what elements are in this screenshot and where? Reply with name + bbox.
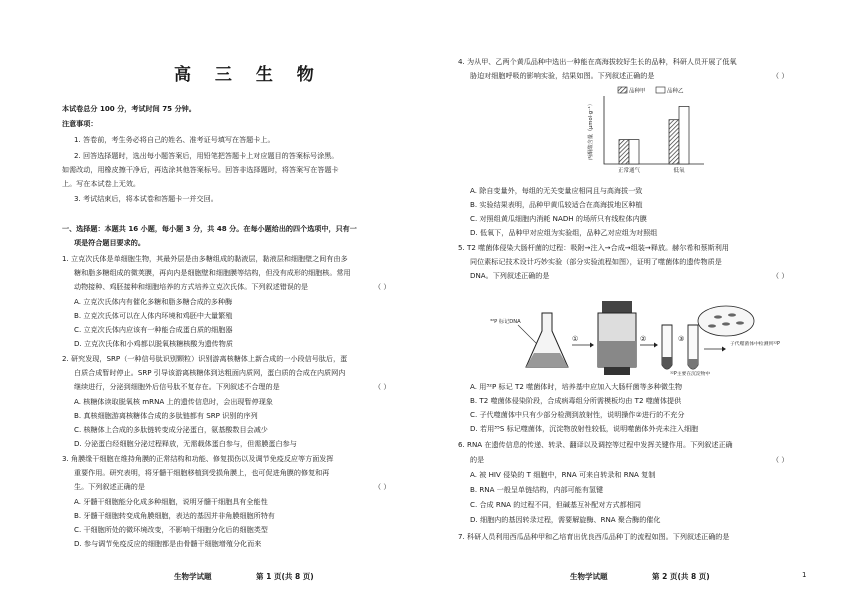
question-6-line: 6. RNA 在遗传信息的传递、转录、翻译以及调控等过程中发挥关键作用。下列叙述正确 (458, 440, 733, 449)
answer-bracket: （ ） (772, 71, 789, 80)
chart-bar (619, 140, 629, 164)
chart-ylabel: 丙酮酸含量（μmol·g⁻¹） (588, 100, 594, 160)
notice-line: 上。写在本试卷上无效。 (62, 179, 141, 188)
notice-line: 2. 回答选择题时，选出每小题答案后，用铅笔把答题卡上对应题目的答案标号涂黑。 (74, 151, 339, 160)
option: A. 立克次氏体内有催化多糖和脂多糖合成的多种酶 (74, 297, 233, 306)
option: A. 用³²P 标记 T2 噬菌体时，培养基中应加入大肠杆菌等多种微生物 (470, 382, 683, 391)
option: D. 分泌蛋白经细胞分泌过程释放，无需载体蛋白参与，但需膜蛋白参与 (74, 439, 297, 448)
legend-label: 品种甲 (629, 88, 646, 95)
option: C. 子代噬菌体中只有少部分检测到放射性，说明操作②进行的不充分 (470, 410, 685, 419)
chart-bar (679, 106, 689, 164)
option: D. 细胞内的基因转录过程，需要解旋酶、RNA 聚合酶的催化 (470, 515, 661, 524)
option: D. 参与调节免疫反应的细胞都是由骨髓干细胞增殖分化而来 (74, 539, 262, 548)
question-2-line: 2. 研究发现，SRP（一种信号肽识别颗粒）识别游离核糖体上新合成的一小段信号肽后，蛋 (62, 354, 348, 363)
option: A. 核糖体读取脱氧核 mRNA 上的遗传信息时，会出现暂停现象 (74, 397, 273, 406)
question-2-line: 白质合成暂时停止。SRP 引导该游离核糖体到达粗面内质网，蛋白质的合成在内质网内 (74, 368, 346, 377)
option: D. 低氧下，品种甲对应组为实验组，品种乙对应组为对照组 (470, 228, 658, 237)
option: B. 牙髓干细胞转变成角膜细胞，表达的基因并非角膜细胞所特有 (74, 511, 275, 520)
option: B. RNA 一般呈单链结构，内部可能有氢键 (470, 485, 604, 494)
legend-swatch (618, 87, 627, 93)
test-tube-icon (688, 325, 698, 369)
footer-page: 第 2 页(共 8 页) (652, 572, 710, 581)
option: C. 核糖体上合成的多肽链转变成分泌蛋白，氨基酸数目会减少 (74, 425, 268, 434)
bacteria-culture-icon (698, 306, 754, 336)
footer-subject: 生物学试题 (174, 572, 212, 581)
question-3-line: 生。下列叙述正确的是 (74, 482, 145, 491)
label-sediment: ³²P主要在沉淀物中 (670, 372, 711, 377)
step-mark: ③ (678, 335, 685, 343)
section-heading: 项是符合题目要求的。 (74, 238, 145, 247)
footer-page: 第 1 页(共 8 页) (256, 572, 314, 581)
notice-title: 注意事项： (62, 119, 98, 128)
corner-page-number: 1 (802, 571, 807, 579)
question-5-line: 同位素标记技术设计巧妙实验（部分实验流程如图），证明了噬菌体的遗传物质是 (470, 257, 722, 266)
question-4-line: 胁迫对细胞呼吸的影响实验，结果如图。下列叙述正确的是 (470, 71, 655, 80)
option: C. 干细胞所处的微环境改变，不影响干细胞分化后的细胞类型 (74, 525, 268, 534)
blender-icon (598, 301, 636, 375)
answer-bracket: （ ） (772, 455, 789, 464)
label-offspring: 子代噬菌体中检测到³²P (730, 342, 780, 347)
bar-chart (582, 84, 718, 176)
option: D. 立克次氏体和小鸡都以脱氧核糖核酸为遗传物质 (74, 339, 233, 348)
legend-label: 品种乙 (667, 88, 684, 95)
page-title: 高 三 生 物 (174, 65, 323, 85)
answer-bracket: （ ） (374, 482, 391, 491)
option: A. 被 HIV 侵染的 T 细胞中，RNA 可来自转录和 RNA 复制 (470, 470, 656, 479)
question-7-line: 7. 科研人员利用西瓜品种甲和乙培育出优良西瓜品种丁的流程如图。下列叙述正确的是 (458, 532, 730, 541)
exam-info: 本试卷总分 100 分，考试时间 75 分钟。 (62, 104, 196, 113)
answer-bracket: （ ） (374, 382, 391, 391)
option: C. 合成 RNA 的过程不同，但碱基互补配对方式都相同 (470, 500, 641, 509)
label-labeled-dna: ³²P 标记DNA (490, 319, 521, 325)
option: D. 若用³⁵S 标记噬菌体，沉淀物放射性较低，说明噬菌体外壳未注入细胞 (470, 424, 699, 433)
question-5-line: 5. T2 噬菌体侵染大肠杆菌的过程：吸附→注入→合成→组装→释放。赫尔希和蔡斯利用 (458, 243, 729, 252)
option: C. 对照组黄瓜细胞内消耗 NADH 的场所只有线粒体内膜 (470, 214, 647, 223)
question-2-line: 继续进行，分泌到细胞外后信号肽不复存在。下列叙述不合理的是 (74, 382, 280, 391)
option: B. 实验结果表明，品种甲黄瓜较适合在高海拔地区种植 (470, 200, 643, 209)
notice-line: 3. 考试结束后，将本试卷和答题卡一并交回。 (74, 194, 218, 203)
answer-bracket: （ ） (374, 282, 391, 291)
chart-category-label: 正常通气 (617, 168, 641, 174)
section-heading: 一、选择题：本题共 16 小题，每小题 3 分，共 48 分。在每小题给出的四个选项中，只有一 (62, 224, 357, 233)
question-6-line: 的是 (470, 455, 485, 464)
arrowhead-icon (590, 343, 594, 348)
notice-line: 1. 答卷前，考生务必将自己的姓名、准考证号填写在答题卡上。 (74, 135, 275, 144)
arrowhead-icon (722, 347, 726, 352)
option: A. 除自变量外，每组的无关变量应相同且与高海拔一致 (470, 186, 643, 195)
question-5-line: DNA。下列叙述正确的是 (470, 271, 550, 280)
footer-subject: 生物学试题 (570, 572, 608, 581)
experiment-figure (490, 283, 790, 379)
question-3-line: 3. 角膜缘干细胞在维持角膜的正常结构和功能、修复损伤以及调节免疫反应等方面发挥 (62, 454, 334, 463)
chart-bar (669, 120, 679, 164)
notice-line: 如需改动，用橡皮擦干净后，再选涂其他答案标号。回答非选择题时，将答案写在答题卡 (62, 165, 339, 174)
test-tube-icon (662, 325, 672, 369)
question-1-line: 动物接种、鸡胚接种和细胞培养的方式培养立克次氏体。下列叙述错误的是 (74, 282, 309, 291)
option: C. 立克次氏体内应该有一种能合成蛋白质的细胞器 (74, 325, 233, 334)
pointer-line (518, 325, 538, 345)
legend-swatch (656, 87, 665, 93)
option: B. 立克次氏体可以在人体内环境和鸡胚中大量繁殖 (74, 311, 233, 320)
flask-icon (526, 313, 568, 367)
option: A. 牙髓干细胞能分化成多种细胞，说明牙髓干细胞具有全能性 (74, 497, 268, 506)
question-4-line: 4. 为从甲、乙两个黄瓜品种中选出一种能在高海拔较好生长的品种，科研人员开展了低氧 (458, 57, 737, 66)
chart-bar (629, 140, 639, 164)
arrowhead-icon (654, 343, 658, 348)
answer-bracket: （ ） (772, 271, 789, 280)
option: B. T2 噬菌体侵染阶段，合成病毒组分所需模板均由 T2 噬菌体提供 (470, 396, 682, 405)
question-3-line: 重要作用。研究表明，将牙髓干细胞移植到受损角膜上，也可促进角膜的修复和再 (74, 468, 330, 477)
question-1-line: 1. 立克次氏体是单细胞生物，其最外层是由多糖组成的黏液层，黏液层和细胞壁之间有由多 (62, 254, 348, 263)
step-mark: ② (640, 335, 647, 343)
option: B. 真核细胞游离核糖体合成的多肽链都有 SRP 识别的序列 (74, 411, 258, 420)
step-mark: ① (572, 335, 579, 343)
chart-category-label: 低氧 (673, 168, 685, 174)
question-1-line: 糖和脂多糖组成的微荚膜，再向内是细胞壁和细胞膜等结构，但没有成形的细胞核。常用 (74, 268, 351, 277)
